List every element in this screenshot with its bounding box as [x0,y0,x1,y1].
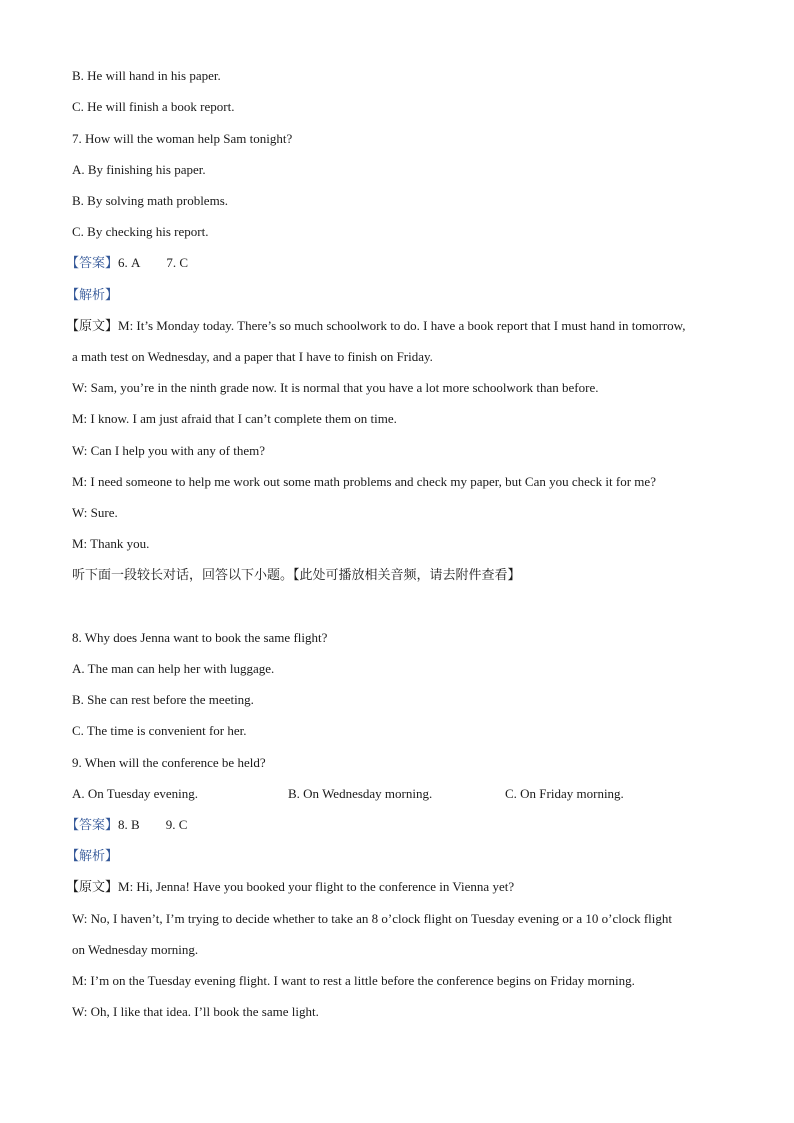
transcript-1-line-1: 【原文】M: It’s Monday today. There’s so much schoolwork to do. I have a book report that I must hand in tomorrow, [66,318,686,334]
analysis-heading-2 [66,847,118,866]
transcript-1-line-3: W: Sam, you’re in the ninth grade now. It is normal that you have a lot more schoolwork than before. [72,380,599,395]
q6-option-b: B. He will hand in his paper. [72,68,221,83]
transcript-1-line-5: W: Can I help you with any of them? [72,443,266,458]
q9-option-b: B. On Wednesday morning. [288,786,433,801]
analysis-heading-1 [66,286,118,305]
transcript-tag: 【原文】 [66,880,119,895]
q9-question: 9. When will the conference be held? [72,755,266,770]
transcript-2-line-4: M: I’m on the Tuesday evening flight. I want to rest a little before the conference begins on Friday morning. [72,973,635,988]
transcript-2-line-1: 【原文】M: Hi, Jenna! Have you booked your flight to the conference in Vienna yet? [66,879,515,895]
q8-option-c: C. The time is convenient for her. [72,723,247,738]
answer-6: 6. A [118,255,141,270]
transcript-tag: 【原文】 [66,319,119,334]
transcript-2-line-5: W: Oh, I like that idea. I’ll book the same light. [72,1004,319,1019]
transcript-1-line-7: W: Sure. [72,505,118,520]
transcript-2-line-2: W: No, I haven’t, I’m trying to decide whether to take an 8 o’clock flight on Tuesday evening or a 10 o’clock flight [72,911,673,926]
transcript-2-line-3: on Wednesday morning. [72,942,199,957]
q6-option-c: C. He will finish a book report. [72,99,235,114]
answer-7: 7. C [166,255,189,270]
answer-line-2 [66,816,187,835]
analysis-tag: 【解析】 [66,288,119,303]
q8-question: 8. Why does Jenna want to book the same flight? [72,630,328,645]
transcript-1-line-6: M: I need someone to help me work out some math problems and check my paper, but Can you check it for me? [72,474,656,489]
analysis-tag: 【解析】 [66,849,119,864]
q9-option-c: C. On Friday morning. [505,786,624,801]
transcript-1-line-2: a math test on Wednesday, and a paper that I have to finish on Friday. [72,349,433,364]
q7-option-b: B. By solving math problems. [72,193,228,208]
answer-9: 9. C [165,817,188,832]
q8-option-a: A. The man can help her with luggage. [72,661,275,676]
transcript-1-line-4: M: I know. I am just afraid that I can’t complete them on time. [72,411,397,426]
answer-tag: 【答案】 [66,256,119,271]
answer-8: 8. B [118,817,140,832]
answer-tag: 【答案】 [66,818,119,833]
q9-options [72,785,722,803]
q8-option-b: B. She can rest before the meeting. [72,692,254,707]
listening-instruction: 听下面一段较长对话，回答以下小题。【此处可播放相关音频，请去附件查看】 [72,568,521,583]
q7-option-a: A. By finishing his paper. [72,162,206,177]
transcript-1-line-8: M: Thank you. [72,536,150,551]
q7-question: 7. How will the woman help Sam tonight? [72,131,293,146]
q9-option-a: A. On Tuesday evening. [72,786,199,801]
q7-option-c: C. By checking his report. [72,224,209,239]
answer-line-1 [66,254,188,273]
